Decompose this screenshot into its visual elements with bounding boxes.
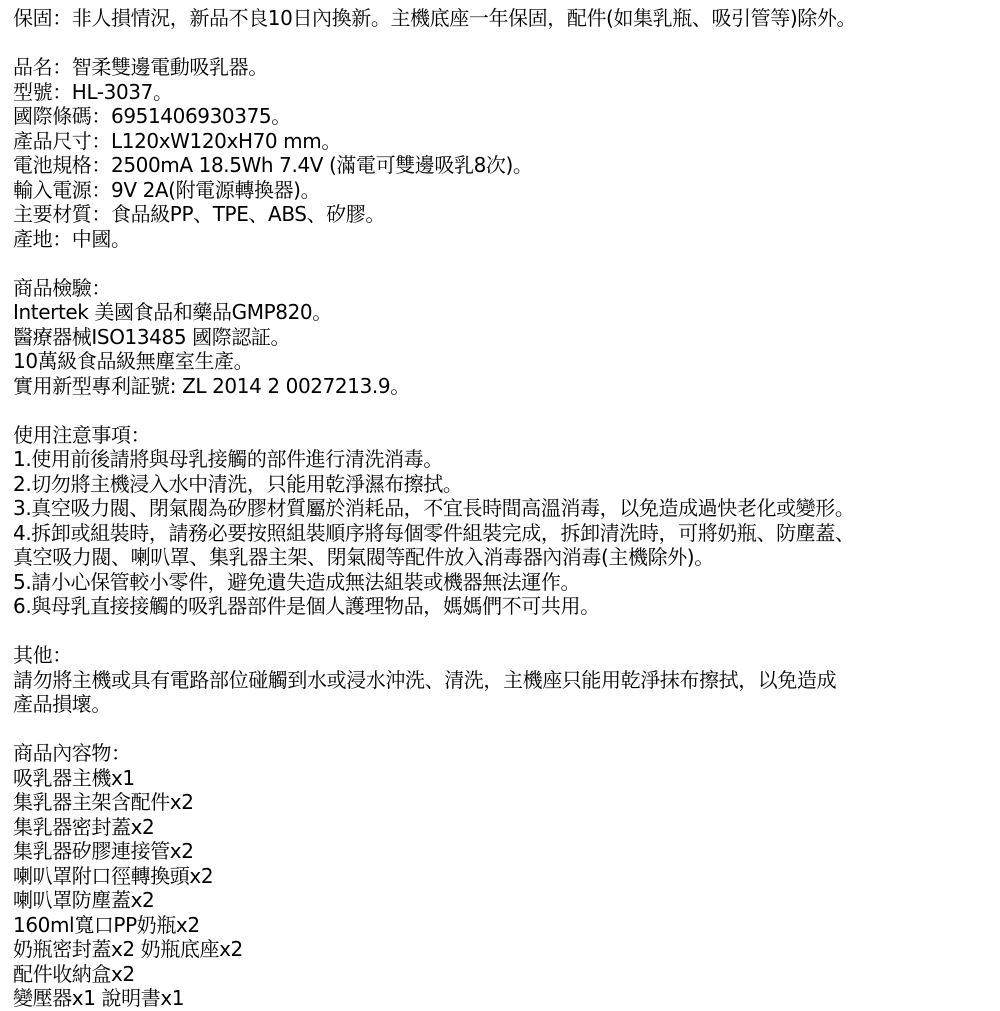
spec-section xyxy=(13,55,993,251)
inspection-item: 實用新型專利証號: ZL 2014 2 0027213.9。 xyxy=(13,373,410,398)
contents-heading: 商品內容物： xyxy=(13,741,131,765)
spec-power: 輸入電源：9V 2A(附電源轉換器)。 xyxy=(13,177,321,202)
spec-size: 產品尺寸：L120xW120xH70 mm。 xyxy=(13,128,341,153)
spec-battery: 電池規格：2500mA 18.5Wh 7.4V (滿電可雙邊吸乳8次)。 xyxy=(13,153,533,177)
usage-heading: 使用注意事項： xyxy=(13,422,151,447)
contents-item: 集乳器主架含配件x2 xyxy=(13,790,194,814)
usage-note-line: 1.使用前後請將與母乳接觸的部件進行清洗消毒。 xyxy=(13,447,443,471)
inspection-section xyxy=(13,276,993,399)
usage-notes-section xyxy=(13,423,993,619)
usage-note-line: 2.切勿將主機浸入水中清洗，只能用乾淨濕布擦拭。 xyxy=(13,471,463,496)
contents-item: 160ml寬口PP奶瓶x2 xyxy=(13,912,200,937)
spec-product-name: 品名：智柔雙邊電動吸乳器。 xyxy=(13,55,268,79)
section-spacer xyxy=(13,619,993,644)
contents-item: 喇叭罩附口徑轉換頭x2 xyxy=(13,863,214,888)
contents-item: 吸乳器主機x1 xyxy=(13,765,135,790)
inspection-item: 醫療器械ISO13485 國際認証。 xyxy=(13,324,291,349)
other-note-line: 產品損壞。 xyxy=(13,692,111,716)
contents-item: 奶瓶密封蓋x2 奶瓶底座x2 xyxy=(13,937,243,961)
section-spacer xyxy=(13,717,993,742)
inspection-item: 10萬級食品級無塵室生產。 xyxy=(13,349,254,373)
contents-item: 配件收納盒x2 xyxy=(13,961,135,986)
section-spacer xyxy=(13,31,993,56)
spec-material: 主要材質：食品級PP、TPE、ABS、矽膠。 xyxy=(13,202,385,226)
usage-note-line: 4.拆卸或組裝時，請務必要按照組裝順序將每個零件組裝完成，拆卸清洗時，可將奶瓶、防塵蓋、 xyxy=(13,520,855,545)
product-description-document xyxy=(13,6,993,1011)
other-heading: 其他： xyxy=(13,643,72,667)
usage-note-line: 3.真空吸力閥、閉氣閥為矽膠材質屬於消耗品，不宜長時間高溫消毒，以免造成過快老化或變形。 xyxy=(13,496,855,520)
warranty-text: 保固：非人損情況，新品不良10日內換新。主機底座一年保固，配件(如集乳瓶、吸引管等)除外。 xyxy=(13,6,857,30)
usage-note-line: 5.請小心保管較小零件，避免遺失造成無法組裝或機器無法運作。 xyxy=(13,569,581,594)
other-note-line: 請勿將主機或具有電路部位碰觸到水或浸水沖洗、清洗，主機座只能用乾淨抹布擦拭，以免造成 xyxy=(13,667,837,692)
contents-item: 集乳器密封蓋x2 xyxy=(13,814,155,839)
inspection-item: Intertek 美國食品和藥品GMP820。 xyxy=(13,300,332,324)
spec-origin: 產地：中國。 xyxy=(13,226,131,251)
package-contents-section xyxy=(13,741,993,1011)
usage-note-line: 真空吸力閥、喇叭罩、集乳器主架、閉氣閥等配件放入消毒器內消毒(主機除外)。 xyxy=(13,545,714,569)
contents-item: 集乳器矽膠連接管x2 xyxy=(13,839,194,863)
other-section xyxy=(13,643,993,717)
inspection-heading: 商品檢驗： xyxy=(13,275,111,300)
section-spacer xyxy=(13,398,993,423)
section-spacer xyxy=(13,251,993,276)
spec-barcode: 國際條碼：6951406930375。 xyxy=(13,104,291,128)
contents-item: 喇叭罩防塵蓋x2 xyxy=(13,888,155,912)
contents-item: 變壓器x1 說明書x1 xyxy=(13,986,185,1010)
spec-model: 型號：HL-3037。 xyxy=(13,79,173,104)
usage-note-line: 6.與母乳直接接觸的吸乳器部件是個人護理物品，媽媽們不可共用。 xyxy=(13,594,600,618)
